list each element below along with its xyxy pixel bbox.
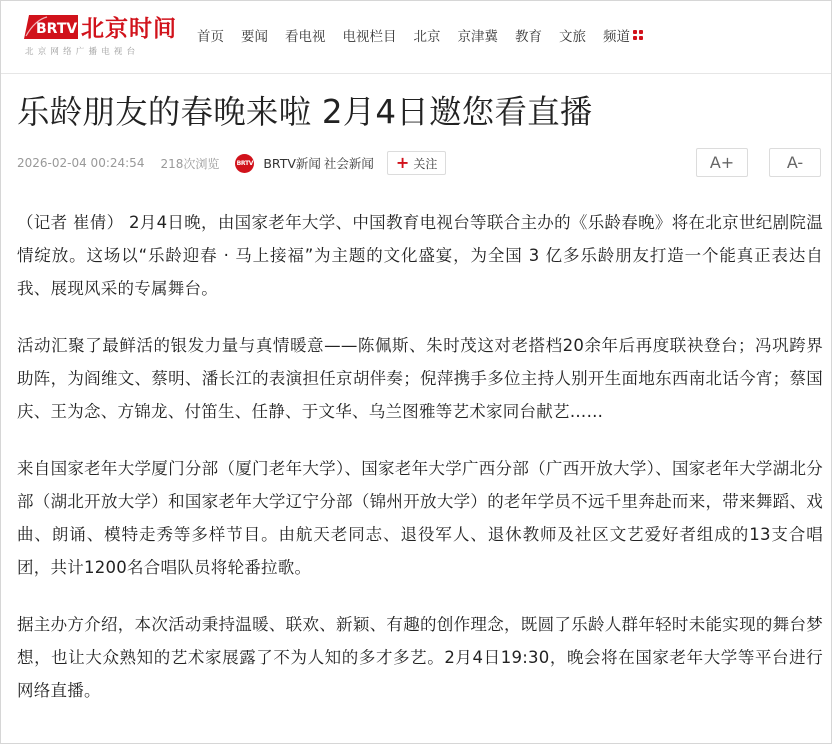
nav-item-education[interactable]: 教育 (515, 29, 542, 45)
article-paragraph: 据主办方介绍，本次活动秉持温暖、联欢、新颖、有趣的创作理念，既圆了乐龄人群年轻时未能实现的舞台梦想，也让大众熟知的艺术家展露了不为人知的多才多艺。2月4日19:30，晚会将在国家老年大学等平台进行网络直播。 (17, 615, 823, 700)
logo-badge-text: BRTV (36, 21, 78, 37)
grid-menu-icon (633, 30, 643, 40)
follow-label: 关注 (413, 156, 438, 171)
nav-item-culture-tourism[interactable]: 文旅 (559, 29, 586, 45)
article-title: 乐龄朋友的春晚来啦 2月4日邀您看直播 (17, 93, 593, 131)
publish-datetime: 2026-02-04 00:24:54 (17, 156, 145, 170)
nav-item-channels[interactable] (603, 25, 643, 45)
source-logo-icon[interactable] (235, 154, 254, 173)
logo-name: 北京时间 (81, 15, 177, 42)
nav-item-jingjinji[interactable]: 京津冀 (457, 29, 498, 45)
article-body (17, 206, 823, 731)
follow-button[interactable] (387, 151, 446, 175)
main-nav (197, 25, 643, 45)
nav-item-headlines[interactable]: 要闻 (241, 29, 268, 45)
site-header (1, 1, 831, 74)
nav-item-tv-programs[interactable]: 电视栏目 (342, 29, 397, 45)
article-paragraph: （记者 崔倩） 2月4日晚，由国家老年大学、中国教育电视台等联合主办的《乐龄春晚》将在北京世纪剧院温情绽放。这场以“乐龄迎春 · 马上接福”为主题的文化盛宴，为全国 3 亿多乐龄朋友打造一个能真正表达自我、展现风采的专属舞台。 (17, 213, 823, 298)
font-decrease-button[interactable]: A- (769, 148, 821, 177)
article-meta (17, 152, 446, 174)
nav-item-beijing[interactable]: 北京 (413, 29, 441, 45)
article-paragraph: 活动汇聚了最鲜活的银发力量与真情暖意——陈佩斯、朱时茂这对老搭档20余年后再度联袂登台；冯巩跨界助阵，为阎维文、蔡明、潘长江的表演担任京胡伴奏；倪萍携手多位主持人别开生面地东西南北话今宵；蔡国庆、王为念、方锦龙、付笛生、任静、于文华、乌兰图雅等艺术家同台献艺…… (17, 336, 823, 421)
nav-item-watch-tv[interactable]: 看电视 (285, 29, 326, 45)
font-increase-button[interactable]: A+ (696, 148, 748, 177)
article-paragraph: 来自国家老年大学厦门分部（厦门老年大学）、国家老年大学广西分部（广西开放大学）、国家老年大学湖北分部（湖北开放大学）和国家老年大学辽宁分部（锦州开放大学）的老年学员不远千里奔赴而来，带来舞蹈、戏曲、朗诵、模特走秀等多样节目。由航天老同志、退役军人、退休教师及社区文艺爱好者组成的13支合唱团，共计1200名合唱队员将轮番拉歌。 (17, 459, 823, 577)
source-name[interactable]: BRTV新闻 (263, 156, 321, 171)
logo-tagline: 北京网络广播电视台 (25, 47, 140, 57)
brtv-badge-icon (23, 14, 79, 40)
plus-icon: + (395, 153, 410, 172)
source-logo-text: BRTV (236, 159, 254, 167)
view-count: 218次浏览 (160, 156, 220, 171)
nav-channels-label: 频道 (603, 29, 630, 45)
nav-item-home[interactable]: 首页 (197, 29, 224, 45)
site-logo[interactable] (23, 13, 183, 57)
source-category[interactable]: 社会新闻 (323, 156, 374, 171)
